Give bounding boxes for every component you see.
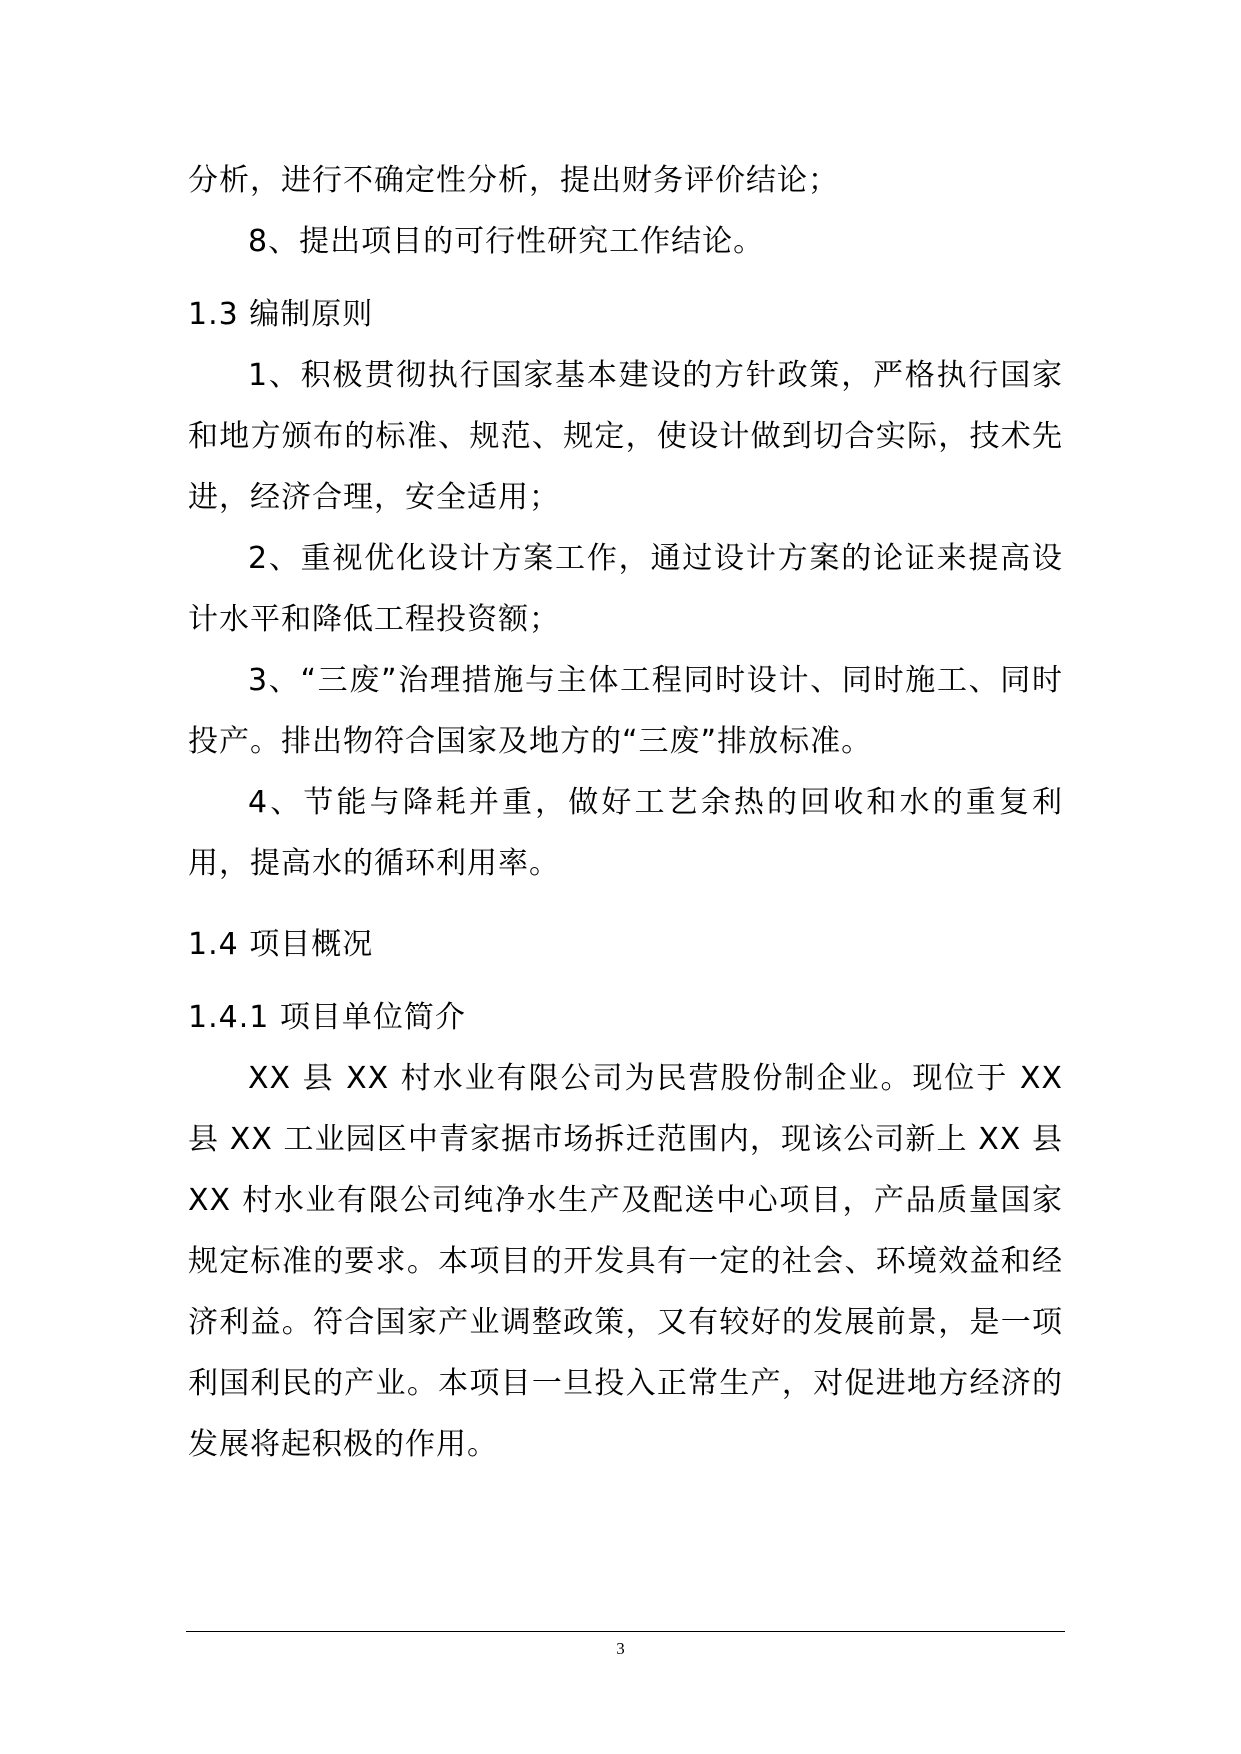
company-intro-paragraph: XX 县 XX 村水业有限公司为民营股份制企业。现位于 XX 县 XX 工业园区中青家据市场拆迁范围内，现该公司新上 XX 县 XX 村水业有限公司纯净水生产及配送中心项目，产品质量国家规定标准的要求。本项目的开发具有一定的社会、环境效益和经济利益。符合国家产业调整政策，又有较好的发展前景，是一项利国利民的产业。本项目一旦投入正常生产，对促进地方经济的发展将起积极的作用。 [188,1061,1063,1462]
document-body [188,150,1063,1475]
footer-divider [186,1631,1065,1632]
principle-2-paragraph: 2、重视优化设计方案工作，通过设计方案的论证来提高设计水平和降低工程投资额； [188,541,1063,637]
principle-3-paragraph: 3、“三废”治理措施与主体工程同时设计、同时施工、同时投产。排出物符合国家及地方的“三废”排放标准。 [188,663,1063,759]
continued-paragraph: 分析，进行不确定性分析，提出财务评价结论； [188,163,839,198]
subsection-heading-1-4-1: 1.4.1 项目单位简介 [188,1000,466,1035]
principle-1-paragraph: 1、积极贯彻执行国家基本建设的方针政策，严格执行国家和地方颁布的标准、规范、规定，使设计做到切合实际，技术先进，经济合理，安全适用； [188,358,1063,515]
principle-4-paragraph: 4、节能与降耗并重，做好工艺余热的回收和水的重复利用，提高水的循环利用率。 [188,785,1063,881]
section-heading-1-3: 1.3 编制原则 [188,297,374,332]
page-number: 3 [616,1639,625,1658]
section-heading-1-4: 1.4 项目概况 [188,927,374,962]
item-8-paragraph: 8、提出项目的可行性研究工作结论。 [248,224,765,259]
